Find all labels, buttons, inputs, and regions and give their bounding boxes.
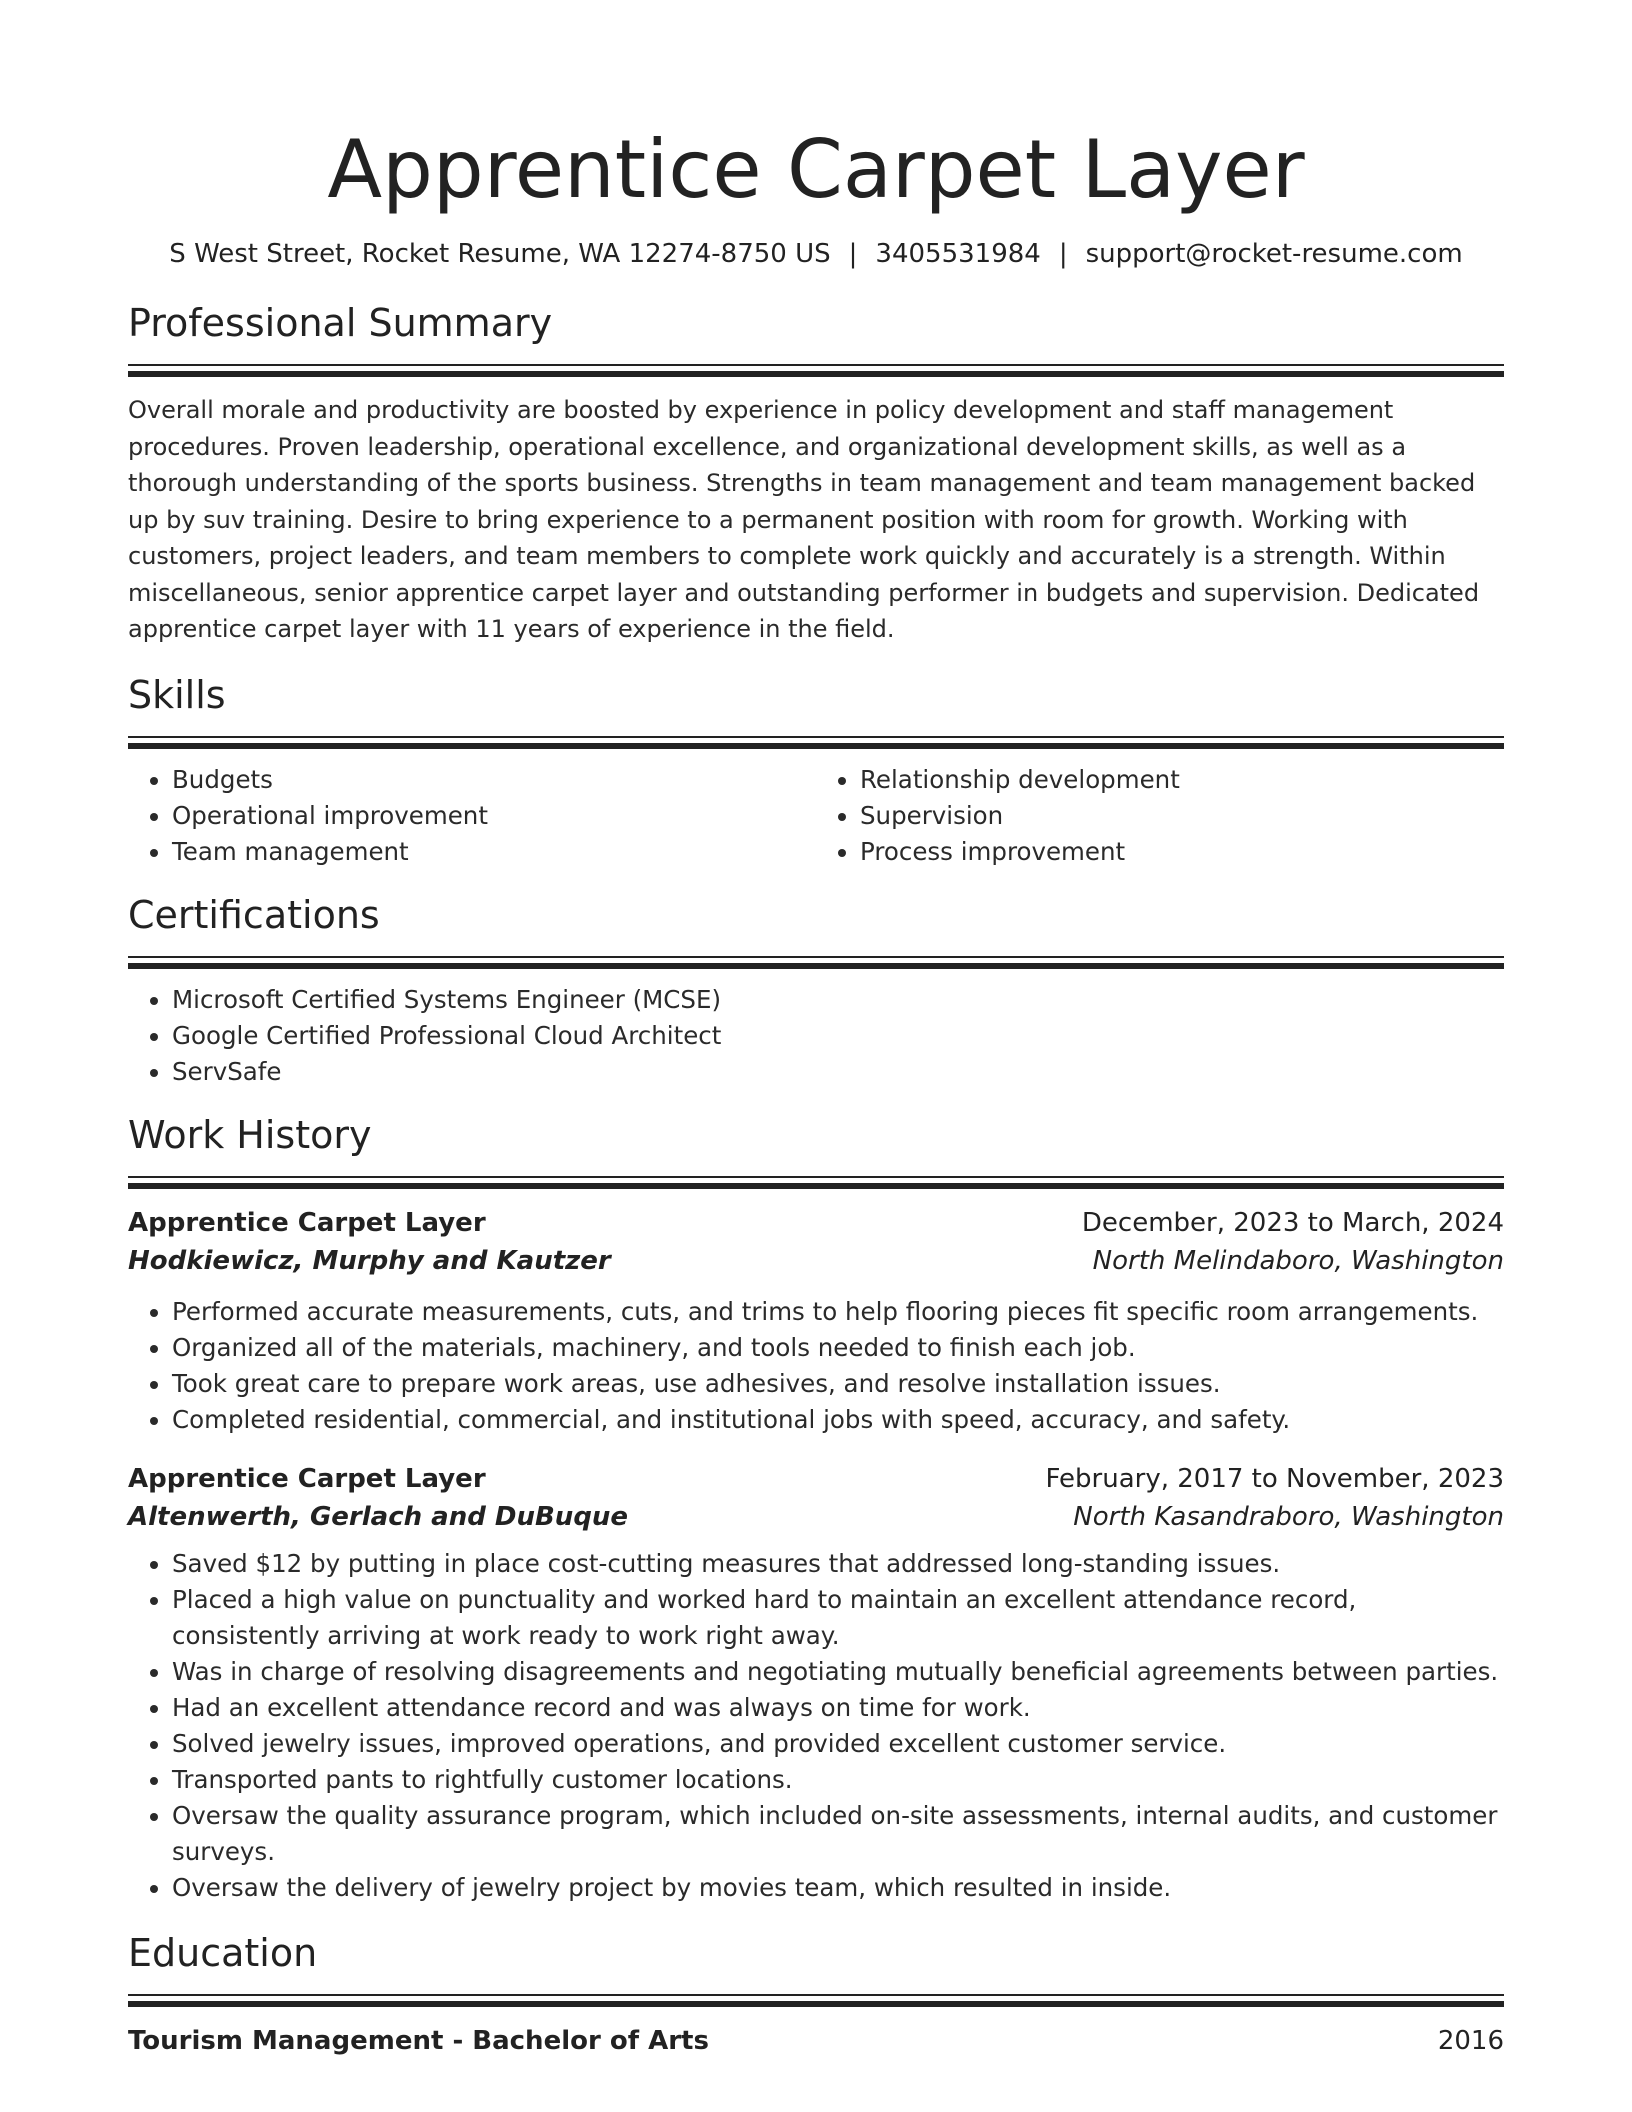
job-title: Apprentice Carpet Layer [128,1207,486,1238]
job-header-row [128,1460,1504,1498]
job-bullet: • Solved jewelry issues, improved operations, and provided excellent customer service. [172,1726,1504,1762]
job-title: Apprentice Carpet Layer [128,1463,486,1494]
education-degree: Tourism Management - Bachelor of Arts [128,2025,709,2056]
section-divider [128,1176,1504,1190]
section-title-summary: Professional Summary [128,301,553,345]
contact-separator: | [848,239,858,269]
job-company: Altenwerth, Gerlach and DuBuque [128,1501,629,1532]
contact-line [128,236,1504,272]
certification-item: • Google Certified Professional Cloud Architect [172,1018,1504,1054]
job-dates: December, 2023 to March, 2024 [1081,1207,1504,1238]
certifications-list [128,982,1504,1090]
job-entry [128,1204,1504,1438]
certification-item: • Microsoft Certified Systems Engineer (MCSE) [172,982,1504,1018]
job-bullet: • Organized all of the materials, machinery, and tools needed to finish each job. [172,1330,1504,1366]
section-divider [128,1994,1504,2008]
section-divider [128,956,1504,970]
section-title-work-history: Work History [128,1112,372,1157]
skill-item: • Team management [172,834,816,870]
section-divider [128,736,1504,750]
contact-phone: 3405531984 [875,239,1041,269]
skills-list-right [816,762,1504,870]
work-history-section [128,1110,1504,1906]
job-company: Hodkiewicz, Murphy and Kautzer [128,1245,611,1276]
section-title-certifications: Certifications [128,892,380,937]
section-title-skills: Skills [128,672,226,717]
job-entry [128,1460,1504,1906]
job-bullet: • Was in charge of resolving disagreements and negotiating mutually beneficial agreements between parties. [172,1654,1504,1690]
job-dates: February, 2017 to November, 2023 [1045,1463,1504,1494]
education-section [128,1928,1504,2060]
skill-item: • Operational improvement [172,798,816,834]
job-bullet: • Took great care to prepare work areas, use adhesives, and resolve installation issues. [172,1366,1504,1402]
skills-section [128,670,1504,870]
job-bullet: • Placed a high value on punctuality and worked hard to maintain an excellent attendance record, consistently arriving at work ready to work right away. [172,1582,1504,1654]
job-bullet: • Oversaw the quality assurance program, which included on-site assessments, internal audits, and customer surveys. [172,1798,1504,1870]
job-bullet: • Performed accurate measurements, cuts, and trims to help flooring pieces fit specific room arrangements. [172,1294,1504,1330]
summary-section [128,298,1504,648]
education-year: 2016 [1437,2025,1504,2056]
skill-item: • Budgets [172,762,816,798]
job-employer-row [128,1242,1504,1280]
contact-email: support@rocket-resume.com [1085,239,1463,269]
job-bullet: • Transported pants to rightfully customer locations. [172,1762,1504,1798]
summary-text: Overall morale and productivity are boosted by experience in policy development and staff management procedures. Proven leadership, operational excellence, and organizational development skills, as well as a thorough understanding of the sports business. Strengths in team management and team management backed up by suv training. Desire to bring experience to a permanent position with room for growth. Working with customers, project leaders, and team members to complete work quickly and accurately is a strength. Within miscellaneous, senior apprentice carpet layer and outstanding performer in budgets and supervision. Dedicated apprentice carpet layer with 11 years of experience in the field. [128,396,1480,643]
contact-address: S West Street, Rocket Resume, WA 12274-8750 US [169,239,831,269]
contact-separator: | [1058,239,1068,269]
education-entry [128,2022,1504,2060]
skill-item: • Relationship development [860,762,1504,798]
job-location: North Kasandraboro, Washington [1073,1501,1504,1532]
skill-item: • Process improvement [860,834,1504,870]
job-bullet: • Completed residential, commercial, and institutional jobs with speed, accuracy, and safety. [172,1402,1504,1438]
skill-item: • Supervision [860,798,1504,834]
skills-columns [128,762,1504,870]
job-bullets [128,1546,1504,1906]
section-divider [128,364,1504,378]
job-location: North Melindaboro, Washington [1092,1245,1504,1276]
job-bullet: • Had an excellent attendance record and was always on time for work. [172,1690,1504,1726]
certification-item: • ServSafe [172,1054,1504,1090]
section-title-education: Education [128,1930,318,1975]
candidate-name: Apprentice Carpet Layer [327,123,1305,216]
job-header-row [128,1204,1504,1242]
job-bullet: • Saved $12 by putting in place cost-cutting measures that addressed long-standing issues. [172,1546,1504,1582]
job-bullet: • Oversaw the delivery of jewelry project by movies team, which resulted in inside. [172,1870,1504,1906]
certifications-section [128,890,1504,1090]
job-bullets [128,1294,1504,1438]
skills-list-left [128,762,816,870]
job-employer-row [128,1498,1504,1536]
